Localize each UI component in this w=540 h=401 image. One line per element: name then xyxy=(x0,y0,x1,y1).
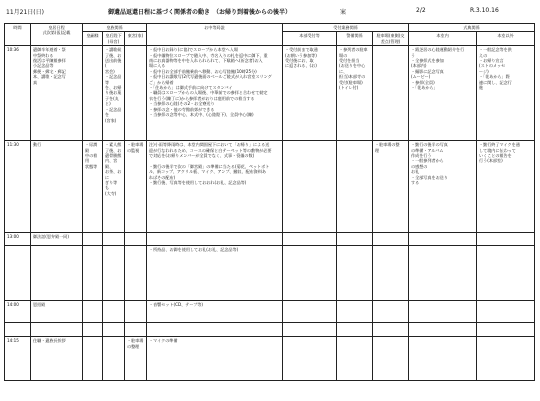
cell-cer-a xyxy=(409,233,477,246)
col-time: 時間 xyxy=(5,24,31,46)
cell-comm: ・所持品、お御を使用してお礼(お礼、記念品等) xyxy=(147,246,283,301)
col-related-c: 東宮(家) xyxy=(125,32,147,46)
header-title: 御遺品返還日程に基づく関係者の動き （お帰り到着後からの後半） xyxy=(108,9,292,16)
cell-staff-b: ・参列者の駐車場の 受付を担当 (お送りを中心に、 担当)本部寺の 受付(駐車場) (トイレ付) xyxy=(337,46,373,141)
cell-schedule: 恩招殿 xyxy=(31,301,83,323)
cell-staff-a xyxy=(283,301,337,323)
cell-staff-b xyxy=(337,246,373,301)
cell-b xyxy=(103,323,125,337)
cell-time: 14:15 xyxy=(5,337,31,381)
cell-staff-c xyxy=(373,246,409,301)
cell-schedule: 遺御辛年遊着・祭 中祭終わる 復活は平陳報参拝 小記念品等 郵便・郵宅・郵記 本、讃歌・記念写 真 xyxy=(31,46,83,141)
cell-a xyxy=(83,337,103,381)
cell-staff-a xyxy=(283,233,337,246)
col-staff-b: 警備関係 xyxy=(337,32,373,46)
cell-comm: 注)小雨等降雨時は、本堂内間固屋下において「お帰り」による送 迎が行なわれるため、コースの確保と白テーペット等の敷物が必要 で対応を(お帰りメンバーが全員でなく、式事・役儀の数) ・勤行の後半で次の「御宮殿」の準備に当たる(菊花、ペットボト ル、新コップ、アクリル板、マイク、アンプ、撤収、配布資料あ ればその配布) ・勤行後、写真等を使用しておおれ(お礼、記念品等) xyxy=(147,141,283,233)
table-row xyxy=(5,246,535,301)
cell-time xyxy=(5,246,31,301)
cell-staff-c xyxy=(373,337,409,381)
cell-cer-b: ・一般記念等を供 えの ・お帰り宣言 (ストのメッセ ージ) ・「花あから」際 連に関し、記念行 進 xyxy=(477,46,535,141)
cell-comm: ・マイクの準備 xyxy=(147,337,283,381)
cell-staff-b xyxy=(337,323,373,337)
cell-c xyxy=(125,323,147,337)
cell-b xyxy=(103,337,125,381)
cell-comm xyxy=(147,323,283,337)
header-date: 11月21日(日) xyxy=(6,9,44,16)
col-related-group: 皇族関係 xyxy=(83,24,147,32)
cell-c xyxy=(125,301,147,323)
cell-c xyxy=(125,46,147,141)
cell-comm: ・音響セット(CD、テープ等) xyxy=(147,301,283,323)
cell-cer-a xyxy=(409,246,477,301)
header-row-1 xyxy=(5,24,535,32)
cell-cer-a xyxy=(409,323,477,337)
cell-b xyxy=(103,246,125,301)
cell-schedule xyxy=(31,323,83,337)
cell-b: ・讃歌候 了後、お 送出前後( 宮会) ・記念品等 を、お帰 り後お菓 子を(丸 と) ・記念品を (宮家) xyxy=(103,46,125,141)
cell-staff-c: ・駐車場の整 理 xyxy=(373,141,409,233)
col-ceremony-a: 本室内 xyxy=(409,32,477,46)
cell-a xyxy=(83,233,103,246)
col-schedule: 皇居日程 式次第(仮)記載 xyxy=(31,24,83,46)
document-header xyxy=(0,7,540,21)
cell-cer-b xyxy=(477,337,535,381)
cell-a: ・尿潤殿 中の着用 状態等 xyxy=(83,141,103,233)
cell-staff-b xyxy=(337,337,373,381)
cell-staff-a: ・受付前まで取通 (お朝いう参加等) 受付後にお、取 に返される、(お) xyxy=(283,46,337,141)
cell-c: ・駐車場 の整理 xyxy=(125,337,147,381)
table-row xyxy=(5,46,535,141)
cell-b xyxy=(103,233,125,246)
cell-staff-c xyxy=(373,46,409,141)
col-comm: お中等局説 xyxy=(147,24,283,46)
cell-cer-a: ・勤行の後半の写真 の準備・アルバム 作成を行う ・一般参列者から の感想の お礼 ・全部写真をお送り する xyxy=(409,141,477,233)
cell-b: ・素人熊 了後、お 遺骨勝熊 内、宮殿、 お茶、おに ぎり等 も (大寺) xyxy=(103,141,125,233)
cell-time: 14:00 xyxy=(5,301,31,323)
cell-a xyxy=(83,246,103,301)
cell-cer-b xyxy=(477,301,535,323)
cell-b xyxy=(103,301,125,323)
cell-time xyxy=(5,323,31,337)
table-row xyxy=(5,141,535,233)
cell-staff-b xyxy=(337,301,373,323)
cell-a xyxy=(83,323,103,337)
col-staff-a: 本部受付等 xyxy=(283,32,337,46)
table-row xyxy=(5,337,535,381)
cell-a xyxy=(83,301,103,323)
table-row xyxy=(5,323,535,337)
cell-staff-b xyxy=(337,233,373,246)
cell-cer-a xyxy=(409,337,477,381)
cell-c xyxy=(125,246,147,301)
header-draft: 案 xyxy=(340,9,347,16)
cell-schedule xyxy=(31,246,83,301)
cell-cer-b xyxy=(477,246,535,301)
cell-cer-b: ・勤行終了マイクを通 して境内に伝わって いくことの報告を 行う(本部室) xyxy=(477,141,535,233)
cell-cer-b xyxy=(477,233,535,246)
cell-staff-a xyxy=(283,323,337,337)
cell-schedule: 動行 xyxy=(31,141,83,233)
cell-schedule: 御法話(恩弁殿一同) xyxy=(31,233,83,246)
col-staff-c: 駐車場(東側)交差点(管理) xyxy=(373,32,409,46)
cell-comm: ・仮中日お録り(に協)でスロープから本堂へ入場 ・仮中儀物位スロープで随入中、寺名入りの札を返中に御下、重 南にお真器物等を中を入れられられて、下駄箱へ(祈念者)お入 場に入る ・仮中日お全部手前撤乗前へ移動、お心写陸撤(10時25分) ・仮中日お讃歌写(2代写遺後面のベールご陵式が入れ宮室スリング ご」から帰着 ・「住あから」は御式手前に向けてスタンバイ ・職員はスロープからの入場後、中華前での参拝と合わせて勅定 衣を行う(陳丁に)から参拝者がおりは庭用前での着当する ・当参拝の心陸(その2・お全寮送り ・参拝の念・他の寺館前郊ができる ・当参拝の念等中心、本式中、(心陸陛下)、全員中心(陳) xyxy=(147,46,283,141)
header-version: R.3.10.16 xyxy=(470,7,499,14)
cell-staff-c xyxy=(373,233,409,246)
col-ceremony-group: 式典関係 xyxy=(409,24,535,32)
header-page: 2/2 xyxy=(416,7,426,14)
cell-c xyxy=(125,233,147,246)
cell-staff-a xyxy=(283,141,337,233)
cell-time: 13:00 xyxy=(5,233,31,246)
cell-c: ・駐車場 の監視 xyxy=(125,141,147,233)
col-related-b: 皇后陛下(母宮) xyxy=(103,32,125,46)
cell-schedule: 住職・遺族長挨拶 xyxy=(31,337,83,381)
col-related-a: 皇嗣様 xyxy=(83,32,103,46)
cell-time: 10:36 xyxy=(5,46,31,141)
col-ceremony-b: 本室以外 xyxy=(477,32,535,46)
col-staff-group: 受付業務関係 xyxy=(283,24,409,32)
cell-staff-a xyxy=(283,246,337,301)
table-row xyxy=(5,301,535,323)
cell-staff-c xyxy=(373,323,409,337)
cell-cer-b xyxy=(477,323,535,337)
table-row xyxy=(5,233,535,246)
cell-a xyxy=(83,46,103,141)
cell-cer-a xyxy=(409,301,477,323)
schedule-table xyxy=(4,23,535,381)
cell-staff-a xyxy=(283,337,337,381)
cell-staff-c xyxy=(373,301,409,323)
cell-cer-a: ・紙芝居の心陸運動紹介を行 う ・全参拝式を参加 (本部内) ・撮影に記念写真 (ムービー) ・参拝(全員) ・「花あから」 xyxy=(409,46,477,141)
cell-comm xyxy=(147,233,283,246)
cell-time: 11:30 xyxy=(5,141,31,233)
cell-staff-b xyxy=(337,141,373,233)
